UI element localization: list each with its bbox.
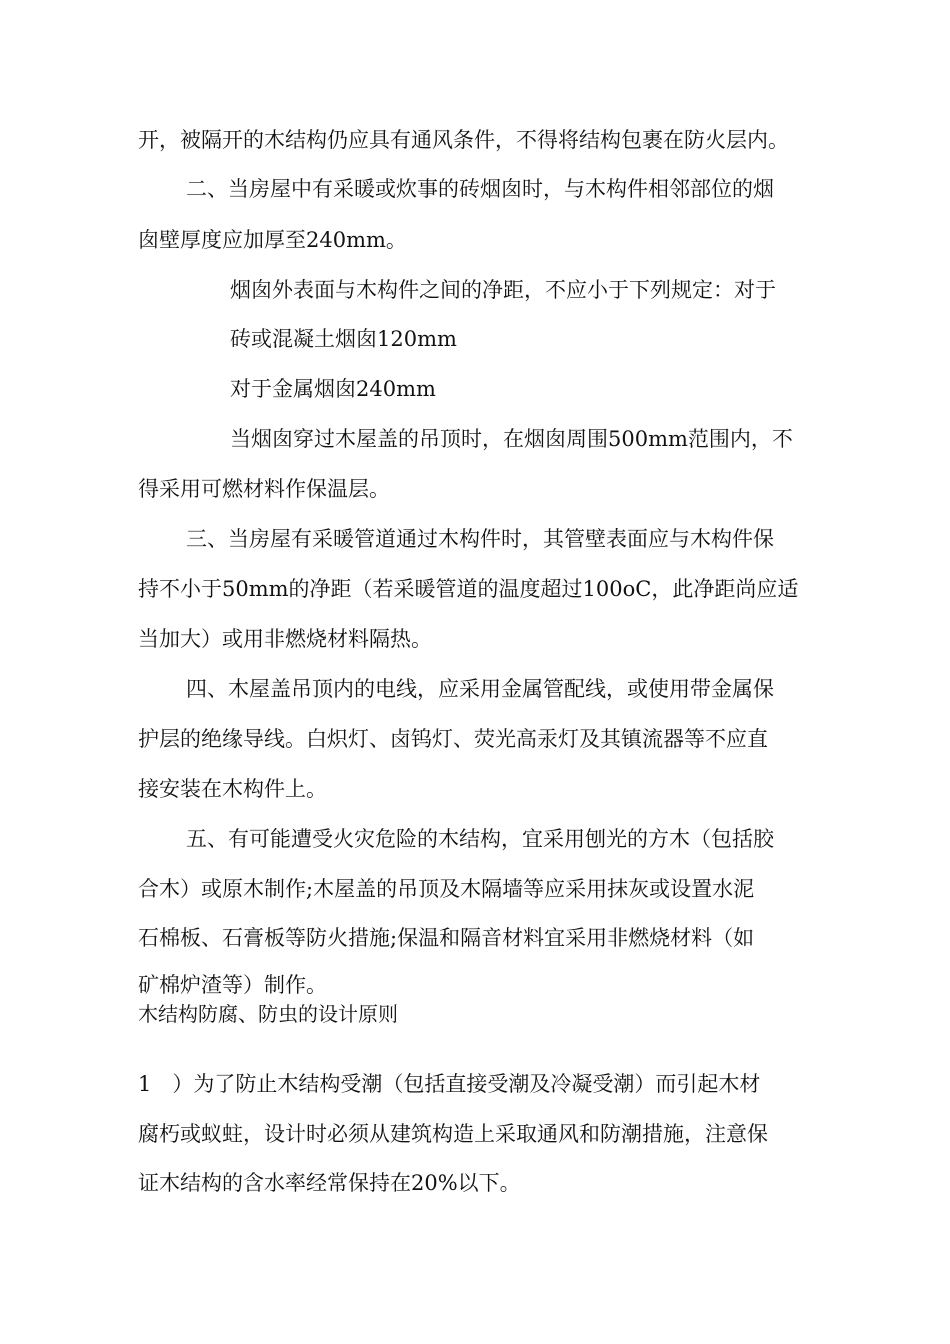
text-line: 开，被隔开的木结构仍应具有通风条件，不得将结构包裹在防火层内。	[138, 128, 789, 152]
text-line: 证木结构的含水率经常保持在20%以下。	[138, 1171, 521, 1195]
text-line: 当烟囱穿过木屋盖的吊顶时，在烟囱周围500mm范围内，不	[230, 427, 793, 451]
text-line: 砖或混凝土烟囱120mm	[230, 327, 457, 351]
text-line: 囱壁厚度应加厚至240mm。	[138, 228, 407, 252]
text-line: 腐朽或蚁蛀，设计时必须从建筑构造上采取通风和防潮措施，注意保	[138, 1122, 768, 1146]
text-line: 得采用可燃材料作保温层。	[138, 477, 390, 501]
text-line: 护层的绝缘导线。白炽灯、卤钨灯、荧光高汞灯及其镇流器等不应直	[138, 727, 768, 751]
text-line: 合木）或原木制作;木屋盖的吊顶及木隔墙等应采用抹灰或设置水泥	[138, 877, 755, 901]
text-line: 1 ）为了防止木结构受潮（包括直接受潮及冷凝受潮）而引起木材	[138, 1072, 761, 1096]
text-line: 持不小于50mm的净距（若采暖管道的温度超过100oC，此净距尚应适	[138, 577, 799, 601]
text-line: 四、木屋盖吊顶内的电线，应采用金属管配线，或使用带金属保	[186, 677, 774, 701]
text-line: 石棉板、石膏板等防火措施;保温和隔音材料宜采用非燃烧材料（如	[138, 926, 755, 950]
text-line: 二、当房屋中有采暖或炊事的砖烟囱时，与木构件相邻部位的烟	[186, 177, 774, 201]
section-heading: 木结构防腐、防虫的设计原则	[138, 1002, 398, 1026]
text-line: 当加大）或用非燃烧材料隔热。	[138, 627, 432, 651]
text-line: 矿棉炉渣等）制作。	[138, 973, 327, 997]
text-line: 接安装在木构件上。	[138, 777, 327, 801]
text-line: 烟囱外表面与木构件之间的净距，不应小于下列规定：对于	[230, 278, 776, 302]
text-line: 对于金属烟囱240mm	[230, 377, 436, 401]
text-line: 五、有可能遭受火灾危险的木结构，宜采用刨光的方木（包括胶	[186, 827, 774, 851]
text-line: 三、当房屋有采暖管道通过木构件时，其管壁表面应与木构件保	[186, 527, 774, 551]
